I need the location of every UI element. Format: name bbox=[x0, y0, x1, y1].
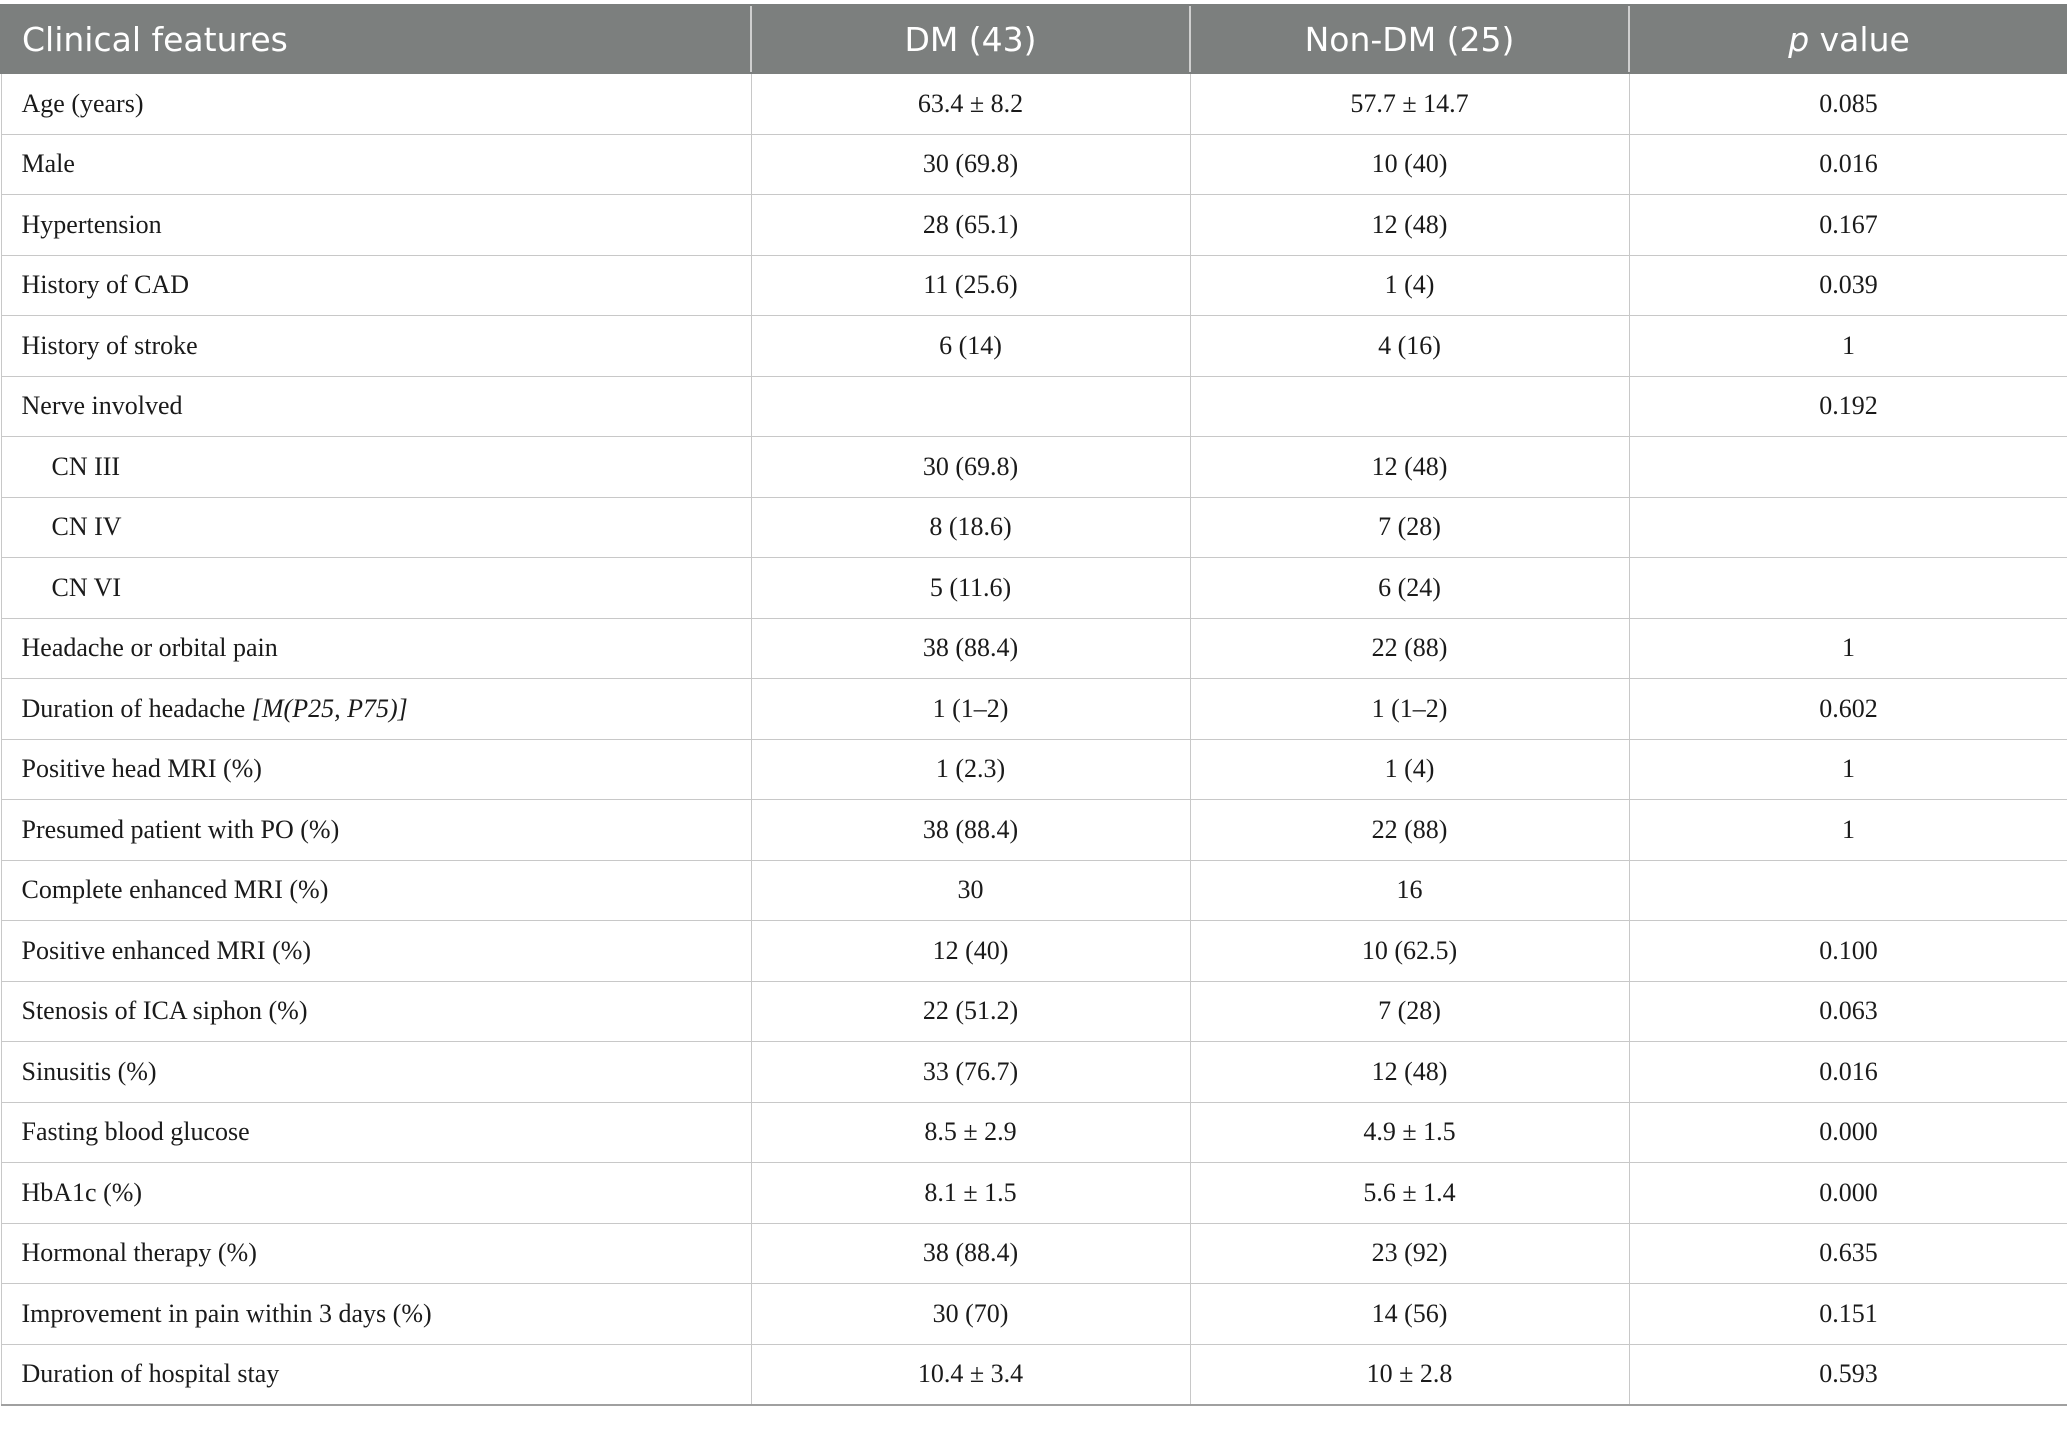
cell-dm-value: 30 (69.8) bbox=[751, 134, 1190, 195]
cell-p-value: 0.602 bbox=[1629, 679, 2067, 740]
feature-label: History of stroke bbox=[21, 330, 198, 360]
cell-dm-value: 11 (25.6) bbox=[751, 255, 1190, 316]
cell-clinical-feature bbox=[1, 255, 751, 316]
table-row bbox=[1, 134, 2067, 195]
table-row bbox=[1, 73, 2067, 134]
header-dm: DM (43) bbox=[751, 5, 1190, 73]
cell-non-dm-value: 7 (28) bbox=[1190, 981, 1629, 1042]
cell-non-dm-value: 22 (88) bbox=[1190, 800, 1629, 861]
cell-p-value: 0.063 bbox=[1629, 981, 2067, 1042]
cell-p-value bbox=[1629, 860, 2067, 921]
feature-label: Hypertension bbox=[21, 209, 162, 239]
cell-clinical-feature bbox=[1, 497, 751, 558]
cell-dm-value: 33 (76.7) bbox=[751, 1042, 1190, 1103]
cell-dm-value: 63.4 ± 8.2 bbox=[751, 73, 1190, 134]
cell-dm-value: 8.5 ± 2.9 bbox=[751, 1102, 1190, 1163]
cell-dm-value: 28 (65.1) bbox=[751, 195, 1190, 256]
table-row bbox=[1, 437, 2067, 498]
cell-non-dm-value: 14 (56) bbox=[1190, 1284, 1629, 1345]
header-p-italic: p bbox=[1788, 19, 1810, 59]
cell-dm-value: 10.4 ± 3.4 bbox=[751, 1344, 1190, 1405]
cell-non-dm-value: 12 (48) bbox=[1190, 195, 1629, 256]
feature-label: Fasting blood glucose bbox=[21, 1117, 250, 1147]
cell-non-dm-value: 1 (4) bbox=[1190, 255, 1629, 316]
cell-clinical-feature bbox=[1, 860, 751, 921]
cell-p-value: 1 bbox=[1629, 739, 2067, 800]
cell-p-value: 0.039 bbox=[1629, 255, 2067, 316]
table-row bbox=[1, 1163, 2067, 1224]
cell-non-dm-value: 4.9 ± 1.5 bbox=[1190, 1102, 1629, 1163]
table-row bbox=[1, 376, 2067, 437]
cell-dm-value: 30 (70) bbox=[751, 1284, 1190, 1345]
cell-clinical-feature bbox=[1, 1042, 751, 1103]
table-row bbox=[1, 195, 2067, 256]
feature-label: Male bbox=[21, 149, 75, 179]
cell-clinical-feature bbox=[1, 1102, 751, 1163]
table-body bbox=[1, 73, 2067, 1405]
header-clinical-features: Clinical features bbox=[1, 5, 751, 73]
cell-clinical-feature bbox=[1, 558, 751, 619]
table-row bbox=[1, 255, 2067, 316]
feature-label: Duration of hospital stay bbox=[21, 1359, 280, 1389]
table-row bbox=[1, 316, 2067, 377]
cell-dm-value: 1 (1–2) bbox=[751, 679, 1190, 740]
feature-label-italic: [M(P25, P75)] bbox=[251, 693, 408, 723]
cell-dm-value: 8 (18.6) bbox=[751, 497, 1190, 558]
feature-label: CN III bbox=[51, 451, 121, 481]
cell-p-value: 0.192 bbox=[1629, 376, 2067, 437]
table-row bbox=[1, 558, 2067, 619]
feature-label: Nerve involved bbox=[21, 391, 183, 421]
cell-p-value bbox=[1629, 437, 2067, 498]
cell-dm-value: 38 (88.4) bbox=[751, 618, 1190, 679]
cell-clinical-feature bbox=[1, 316, 751, 377]
cell-p-value bbox=[1629, 497, 2067, 558]
cell-non-dm-value: 22 (88) bbox=[1190, 618, 1629, 679]
cell-p-value: 0.000 bbox=[1629, 1163, 2067, 1224]
cell-p-value: 0.167 bbox=[1629, 195, 2067, 256]
cell-dm-value: 38 (88.4) bbox=[751, 1223, 1190, 1284]
cell-non-dm-value: 6 (24) bbox=[1190, 558, 1629, 619]
table-row bbox=[1, 800, 2067, 861]
cell-dm-value: 38 (88.4) bbox=[751, 800, 1190, 861]
cell-p-value: 0.085 bbox=[1629, 73, 2067, 134]
cell-non-dm-value: 12 (48) bbox=[1190, 1042, 1629, 1103]
feature-label: Duration of headache bbox=[21, 693, 252, 723]
cell-p-value: 0.635 bbox=[1629, 1223, 2067, 1284]
table-row bbox=[1, 1284, 2067, 1345]
cell-clinical-feature bbox=[1, 1344, 751, 1405]
cell-dm-value: 22 (51.2) bbox=[751, 981, 1190, 1042]
cell-clinical-feature bbox=[1, 679, 751, 740]
feature-label: Headache or orbital pain bbox=[21, 633, 278, 663]
cell-dm-value: 1 (2.3) bbox=[751, 739, 1190, 800]
cell-non-dm-value bbox=[1190, 376, 1629, 437]
cell-non-dm-value: 57.7 ± 14.7 bbox=[1190, 73, 1629, 134]
feature-label: Age (years) bbox=[21, 88, 144, 118]
cell-p-value: 1 bbox=[1629, 800, 2067, 861]
cell-dm-value: 30 bbox=[751, 860, 1190, 921]
feature-label: HbA1c (%) bbox=[21, 1177, 143, 1207]
table-row bbox=[1, 497, 2067, 558]
table-row bbox=[1, 739, 2067, 800]
header-p-value bbox=[1629, 5, 2067, 73]
table-header bbox=[1, 5, 2067, 73]
cell-clinical-feature bbox=[1, 376, 751, 437]
cell-dm-value bbox=[751, 376, 1190, 437]
table-row bbox=[1, 618, 2067, 679]
feature-label: CN IV bbox=[51, 512, 122, 542]
table-row bbox=[1, 1223, 2067, 1284]
cell-p-value: 0.016 bbox=[1629, 1042, 2067, 1103]
cell-p-value: 1 bbox=[1629, 618, 2067, 679]
cell-clinical-feature bbox=[1, 437, 751, 498]
cell-dm-value: 8.1 ± 1.5 bbox=[751, 1163, 1190, 1224]
cell-clinical-feature bbox=[1, 134, 751, 195]
cell-non-dm-value: 7 (28) bbox=[1190, 497, 1629, 558]
cell-non-dm-value: 10 ± 2.8 bbox=[1190, 1344, 1629, 1405]
cell-non-dm-value: 10 (62.5) bbox=[1190, 921, 1629, 982]
table-row bbox=[1, 860, 2067, 921]
cell-non-dm-value: 1 (1–2) bbox=[1190, 679, 1629, 740]
cell-dm-value: 12 (40) bbox=[751, 921, 1190, 982]
table-row bbox=[1, 981, 2067, 1042]
cell-clinical-feature bbox=[1, 921, 751, 982]
cell-p-value: 0.000 bbox=[1629, 1102, 2067, 1163]
feature-label: History of CAD bbox=[21, 270, 190, 300]
cell-p-value: 0.100 bbox=[1629, 921, 2067, 982]
table-row bbox=[1, 1344, 2067, 1405]
header-p-rest: value bbox=[1809, 19, 1910, 59]
table-row bbox=[1, 1042, 2067, 1103]
cell-p-value: 0.016 bbox=[1629, 134, 2067, 195]
cell-p-value: 0.151 bbox=[1629, 1284, 2067, 1345]
cell-p-value: 0.593 bbox=[1629, 1344, 2067, 1405]
cell-dm-value: 5 (11.6) bbox=[751, 558, 1190, 619]
clinical-features-table-wrap bbox=[0, 4, 2067, 1406]
table-row bbox=[1, 921, 2067, 982]
cell-non-dm-value: 16 bbox=[1190, 860, 1629, 921]
feature-label: Positive head MRI (%) bbox=[21, 754, 262, 784]
cell-clinical-feature bbox=[1, 739, 751, 800]
cell-non-dm-value: 4 (16) bbox=[1190, 316, 1629, 377]
cell-dm-value: 6 (14) bbox=[751, 316, 1190, 377]
clinical-features-table bbox=[0, 4, 2067, 1406]
feature-label: Sinusitis (%) bbox=[21, 1056, 157, 1086]
feature-label: Positive enhanced MRI (%) bbox=[21, 935, 312, 965]
cell-clinical-feature bbox=[1, 800, 751, 861]
cell-non-dm-value: 12 (48) bbox=[1190, 437, 1629, 498]
cell-clinical-feature bbox=[1, 1223, 751, 1284]
feature-label: Improvement in pain within 3 days (%) bbox=[21, 1298, 432, 1328]
cell-non-dm-value: 10 (40) bbox=[1190, 134, 1629, 195]
cell-clinical-feature bbox=[1, 618, 751, 679]
cell-p-value bbox=[1629, 558, 2067, 619]
feature-label: Complete enhanced MRI (%) bbox=[21, 875, 329, 905]
cell-clinical-feature bbox=[1, 1284, 751, 1345]
header-row bbox=[1, 5, 2067, 73]
feature-label: Presumed patient with PO (%) bbox=[21, 814, 340, 844]
cell-clinical-feature bbox=[1, 195, 751, 256]
header-non-dm: Non-DM (25) bbox=[1190, 5, 1629, 73]
table-row bbox=[1, 1102, 2067, 1163]
cell-dm-value: 30 (69.8) bbox=[751, 437, 1190, 498]
table-row bbox=[1, 679, 2067, 740]
cell-clinical-feature bbox=[1, 1163, 751, 1224]
cell-non-dm-value: 23 (92) bbox=[1190, 1223, 1629, 1284]
cell-clinical-feature bbox=[1, 73, 751, 134]
cell-clinical-feature bbox=[1, 981, 751, 1042]
cell-non-dm-value: 1 (4) bbox=[1190, 739, 1629, 800]
cell-p-value: 1 bbox=[1629, 316, 2067, 377]
feature-label: CN VI bbox=[51, 572, 122, 602]
cell-non-dm-value: 5.6 ± 1.4 bbox=[1190, 1163, 1629, 1224]
feature-label: Stenosis of ICA siphon (%) bbox=[21, 996, 308, 1026]
feature-label: Hormonal therapy (%) bbox=[21, 1238, 257, 1268]
